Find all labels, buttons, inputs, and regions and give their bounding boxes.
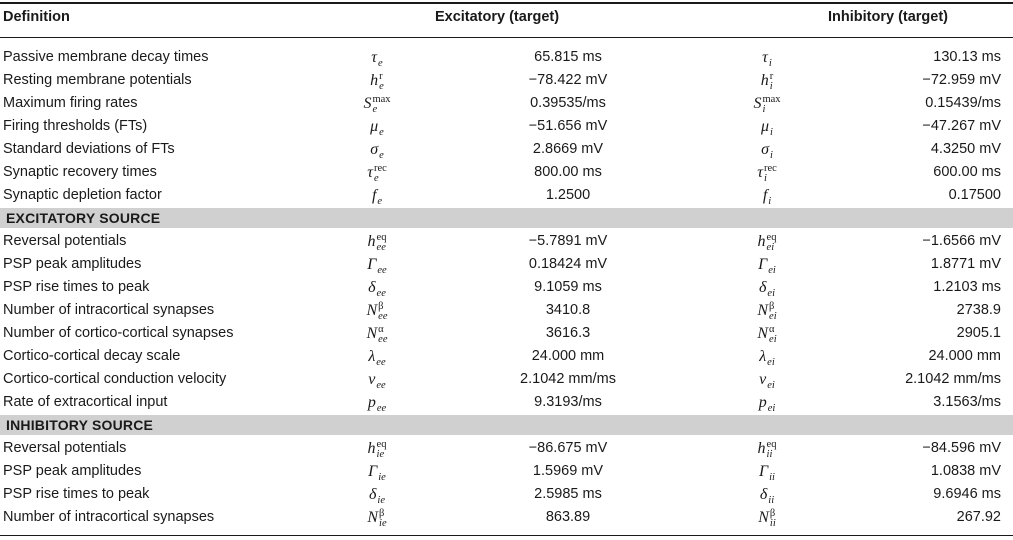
inhibitory-symbol-cell [762, 46, 772, 69]
symbol-base: λ [368, 348, 376, 365]
symbol-base: τ [762, 49, 768, 66]
symbol-superscript: α [378, 323, 384, 335]
table-row [0, 253, 1013, 276]
symbol-subscript: i [769, 80, 773, 92]
inhibitory-value-cell: 1.0838 mV [930, 463, 1001, 479]
symbol-subscript: i [769, 149, 773, 161]
excitatory-value-cell: 9.3193/ms [534, 394, 602, 410]
definition-cell: Firing thresholds (FTs) [3, 118, 148, 134]
inhibitory-symbol-cell [757, 322, 776, 345]
symbol-base: δ [368, 279, 376, 296]
inhibitory-symbol-cell [753, 92, 780, 115]
excitatory-value-cell: 0.39535/ms [530, 95, 606, 111]
excitatory-value-cell: 2.1042 mm/ms [520, 371, 616, 387]
table-row [0, 69, 1013, 92]
excitatory-value-cell: 863.89 [545, 509, 591, 525]
excitatory-value-cell: 24.000 mm [531, 348, 605, 364]
symbol-subscript: i [768, 57, 772, 69]
symbol-base: N [367, 509, 379, 526]
definition-cell: Passive membrane decay times [3, 49, 209, 65]
symbol-base: h [370, 72, 379, 89]
inhibitory-value-cell: 4.3250 mV [930, 141, 1001, 157]
symbol-subscript: ie [379, 517, 387, 529]
definition-cell: Cortico-cortical conduction velocity [3, 371, 227, 387]
symbol-subscript: i [770, 126, 773, 138]
symbol-subscript: ei [767, 356, 775, 368]
inhibitory-symbol-cell [758, 230, 777, 253]
symbol-subscript: e [379, 149, 384, 161]
symbol-superscript: r [379, 70, 383, 82]
excitatory-value-cell: −51.656 mV [528, 118, 608, 134]
inhibitory-symbol-cell [759, 276, 775, 299]
table-row [0, 460, 1013, 483]
symbol-subscript: ei [766, 241, 775, 253]
inhibitory-value-cell: 2905.1 [956, 325, 1001, 341]
inhibitory-value-cell: 24.000 mm [928, 348, 1001, 364]
definition-cell: Synaptic depletion factor [3, 187, 162, 203]
symbol-base: τ [757, 164, 763, 181]
symbol-subscript: ie [378, 471, 386, 483]
table-row [0, 506, 1013, 529]
symbol-subscript: ii [768, 494, 775, 506]
excitatory-symbol-cell [367, 506, 386, 529]
definition-cell: Synaptic recovery times [3, 164, 157, 180]
top-rule [0, 2, 1013, 4]
excitatory-symbol-cell [371, 46, 382, 69]
symbol-superscript: rec [373, 162, 387, 174]
symbol-base: τ [371, 49, 378, 66]
section-inhibitory-source [0, 415, 1013, 435]
symbol-base: δ [758, 279, 767, 296]
inhibitory-symbol-cell [763, 184, 771, 207]
definition-cell: Reversal potentials [3, 233, 127, 249]
symbol-superscript: max [762, 93, 781, 105]
section-excitatory-source [0, 208, 1013, 228]
excitatory-symbol-cell [368, 230, 387, 253]
symbol-base: h [367, 440, 376, 457]
definition-cell: Maximum firing rates [3, 95, 138, 111]
definition-cell: Number of intracortical synapses [3, 302, 215, 318]
symbol-base: σ [370, 141, 379, 158]
definition-cell: PSP peak amplitudes [3, 463, 142, 479]
excitatory-value-cell: 1.2500 [545, 187, 591, 203]
symbol-base: Γ [759, 463, 769, 480]
excitatory-symbol-cell [368, 368, 385, 391]
inhibitory-symbol-cell [761, 138, 773, 161]
inhibitory-value-cell: −72.959 mV [922, 72, 1001, 88]
excitatory-symbol-cell [363, 92, 390, 115]
excitatory-value-cell: 800.00 ms [534, 164, 602, 180]
inhibitory-value-cell: 267.92 [956, 509, 1001, 525]
table-row [0, 322, 1013, 345]
symbol-subscript: ee [377, 264, 387, 276]
symbol-subscript: ee [376, 287, 386, 299]
definition-cell: Number of cortico-cortical synapses [3, 325, 234, 341]
inhibitory-symbol-cell [759, 368, 775, 391]
symbol-base: f [762, 187, 768, 204]
symbol-superscript: eq [766, 438, 777, 450]
symbol-base: p [367, 394, 376, 411]
inhibitory-value-cell: −84.596 mV [922, 440, 1001, 456]
symbol-subscript: ii [769, 517, 776, 529]
inhibitory-value-cell: 1.8771 mV [930, 256, 1001, 272]
header-definition: Definition [3, 9, 70, 25]
inhibitory-value-cell: 2738.9 [956, 302, 1001, 318]
symbol-subscript: ei [768, 264, 776, 276]
excitatory-value-cell: 9.1059 ms [534, 279, 602, 295]
symbol-subscript: i [768, 195, 772, 207]
symbol-base: δ [368, 486, 377, 503]
inhibitory-value-cell: 3.1563/ms [933, 394, 1001, 410]
table-row [0, 46, 1013, 69]
header-rule [0, 37, 1013, 38]
inhibitory-symbol-cell [758, 253, 776, 276]
inhibitory-value-cell: 130.13 ms [933, 49, 1001, 65]
definition-cell: PSP peak amplitudes [3, 256, 142, 272]
excitatory-value-cell: 1.5969 mV [532, 463, 604, 479]
symbol-superscript: β [379, 507, 385, 519]
symbol-subscript: i [762, 103, 766, 115]
symbol-superscript: r [769, 70, 774, 82]
inhibitory-symbol-cell [761, 115, 773, 138]
symbol-base: N [366, 325, 378, 342]
symbol-subscript: e [373, 172, 379, 184]
symbol-subscript: ie [376, 448, 385, 460]
symbol-subscript: e [378, 57, 383, 69]
symbol-superscript: rec [763, 162, 777, 174]
table-row [0, 184, 1013, 207]
inhibitory-symbol-cell [759, 345, 775, 368]
symbol-base: S [363, 95, 372, 112]
excitatory-symbol-cell [370, 138, 384, 161]
symbol-subscript: ei [769, 333, 777, 345]
symbol-base: h [760, 72, 769, 89]
symbol-superscript: α [769, 323, 775, 335]
symbol-subscript: ei [767, 379, 775, 391]
excitatory-value-cell: 3616.3 [545, 325, 591, 341]
symbol-base: σ [761, 141, 769, 158]
excitatory-value-cell: 2.8669 mV [532, 141, 604, 157]
symbol-superscript: eq [376, 231, 387, 243]
symbol-subscript: ei [767, 402, 776, 414]
symbol-base: v [368, 371, 376, 388]
table-row [0, 391, 1013, 414]
inhibitory-symbol-cell [757, 299, 776, 322]
excitatory-symbol-cell [368, 276, 386, 299]
symbol-superscript: β [769, 507, 776, 519]
symbol-base: N [758, 509, 769, 526]
inhibitory-value-cell: 1.2103 ms [933, 279, 1001, 295]
symbol-base: S [753, 95, 762, 112]
excitatory-value-cell: −86.675 mV [528, 440, 608, 456]
inhibitory-symbol-cell [758, 437, 777, 460]
inhibitory-value-cell: 9.6946 ms [933, 486, 1001, 502]
inhibitory-symbol-cell [760, 483, 774, 506]
symbol-subscript: ee [378, 333, 388, 345]
table-row [0, 368, 1013, 391]
symbol-subscript: e [372, 103, 378, 115]
excitatory-symbol-cell [369, 483, 385, 506]
inhibitory-symbol-cell [761, 69, 774, 92]
excitatory-symbol-cell [370, 115, 384, 138]
inhibitory-symbol-cell [758, 506, 776, 529]
definition-cell: Resting membrane potentials [3, 72, 192, 88]
inhibitory-symbol-cell [757, 161, 777, 184]
symbol-subscript: e [379, 80, 384, 92]
symbol-superscript: β [769, 300, 775, 312]
symbol-base: N [366, 302, 378, 319]
inhibitory-value-cell: −47.267 mV [922, 118, 1001, 134]
definition-cell: PSP rise times to peak [3, 486, 150, 502]
table-row [0, 299, 1013, 322]
symbol-base: N [757, 302, 769, 319]
symbol-base: Γ [368, 463, 378, 480]
excitatory-value-cell: −78.422 mV [528, 72, 608, 88]
symbol-superscript: eq [376, 438, 387, 450]
header-inhibitory: Inhibitory (target) [827, 9, 949, 25]
symbol-base: λ [759, 348, 767, 365]
table-row [0, 437, 1013, 460]
excitatory-symbol-cell [368, 391, 386, 414]
symbol-base: μ [370, 118, 379, 135]
table-row [0, 138, 1013, 161]
excitatory-symbol-cell [367, 322, 388, 345]
inhibitory-value-cell: −1.6566 mV [922, 233, 1001, 249]
symbol-subscript: ee [376, 379, 386, 391]
symbol-subscript: ee [376, 356, 386, 368]
excitatory-value-cell: 3410.8 [545, 302, 591, 318]
table-row [0, 230, 1013, 253]
symbol-superscript: max [372, 93, 391, 105]
symbol-superscript: β [378, 300, 384, 312]
symbol-subscript: ei [767, 287, 776, 299]
symbol-subscript: ei [769, 310, 777, 322]
symbol-base: N [757, 325, 769, 342]
symbol-base: f [371, 187, 377, 204]
symbol-base: μ [761, 118, 770, 135]
excitatory-value-cell: −5.7891 mV [528, 233, 608, 249]
symbol-subscript: i [763, 172, 767, 184]
definition-cell: Reversal potentials [3, 440, 127, 456]
inhibitory-value-cell: 0.15439/ms [925, 95, 1001, 111]
excitatory-value-cell: 65.815 ms [534, 49, 602, 65]
definition-cell: Cortico-cortical decay scale [3, 348, 181, 364]
symbol-subscript: ii [769, 471, 775, 483]
symbol-subscript: ie [377, 494, 386, 506]
inhibitory-value-cell: 0.17500 [948, 187, 1001, 203]
excitatory-symbol-cell [370, 69, 384, 92]
section-inhibitory-label: INHIBITORY SOURCE [6, 417, 154, 433]
table-row [0, 161, 1013, 184]
excitatory-symbol-cell [368, 437, 387, 460]
definition-cell: Number of intracortical synapses [3, 509, 215, 525]
excitatory-value-cell: 2.5985 ms [534, 486, 602, 502]
excitatory-symbol-cell [372, 184, 382, 207]
table-row [0, 345, 1013, 368]
symbol-subscript: e [379, 126, 384, 138]
definition-cell: Standard deviations of FTs [3, 141, 175, 157]
symbol-subscript: e [377, 195, 383, 207]
symbol-superscript: eq [766, 231, 777, 243]
symbol-base: δ [759, 486, 768, 503]
inhibitory-value-cell: 2.1042 mm/ms [905, 371, 1001, 387]
bottom-rule [0, 535, 1013, 536]
symbol-base: Γ [758, 256, 768, 273]
excitatory-value-cell: 0.18424 mV [528, 256, 608, 272]
excitatory-symbol-cell [367, 253, 386, 276]
excitatory-symbol-cell [367, 299, 388, 322]
symbol-base: h [757, 233, 766, 250]
header-excitatory: Excitatory (target) [434, 9, 560, 25]
symbol-subscript: ee [376, 241, 386, 253]
table-row [0, 115, 1013, 138]
excitatory-symbol-cell [367, 161, 387, 184]
inhibitory-symbol-cell [759, 391, 776, 414]
symbol-subscript: ee [378, 310, 388, 322]
section-excitatory-label: EXCITATORY SOURCE [6, 210, 161, 226]
definition-cell: PSP rise times to peak [3, 279, 150, 295]
symbol-base: h [367, 233, 376, 250]
table-row [0, 276, 1013, 299]
table-row [0, 92, 1013, 115]
symbol-base: p [758, 394, 767, 411]
inhibitory-value-cell: 600.00 ms [933, 164, 1001, 180]
symbol-base: h [757, 440, 766, 457]
excitatory-symbol-cell [368, 345, 385, 368]
symbol-base: τ [367, 164, 373, 181]
definition-cell: Rate of extracortical input [3, 394, 168, 410]
excitatory-symbol-cell [368, 460, 386, 483]
table-row [0, 483, 1013, 506]
inhibitory-symbol-cell [759, 460, 775, 483]
symbol-base: Γ [367, 256, 377, 273]
symbol-base: v [759, 371, 767, 388]
symbol-subscript: ee [376, 402, 387, 414]
symbol-subscript: ii [766, 448, 773, 460]
